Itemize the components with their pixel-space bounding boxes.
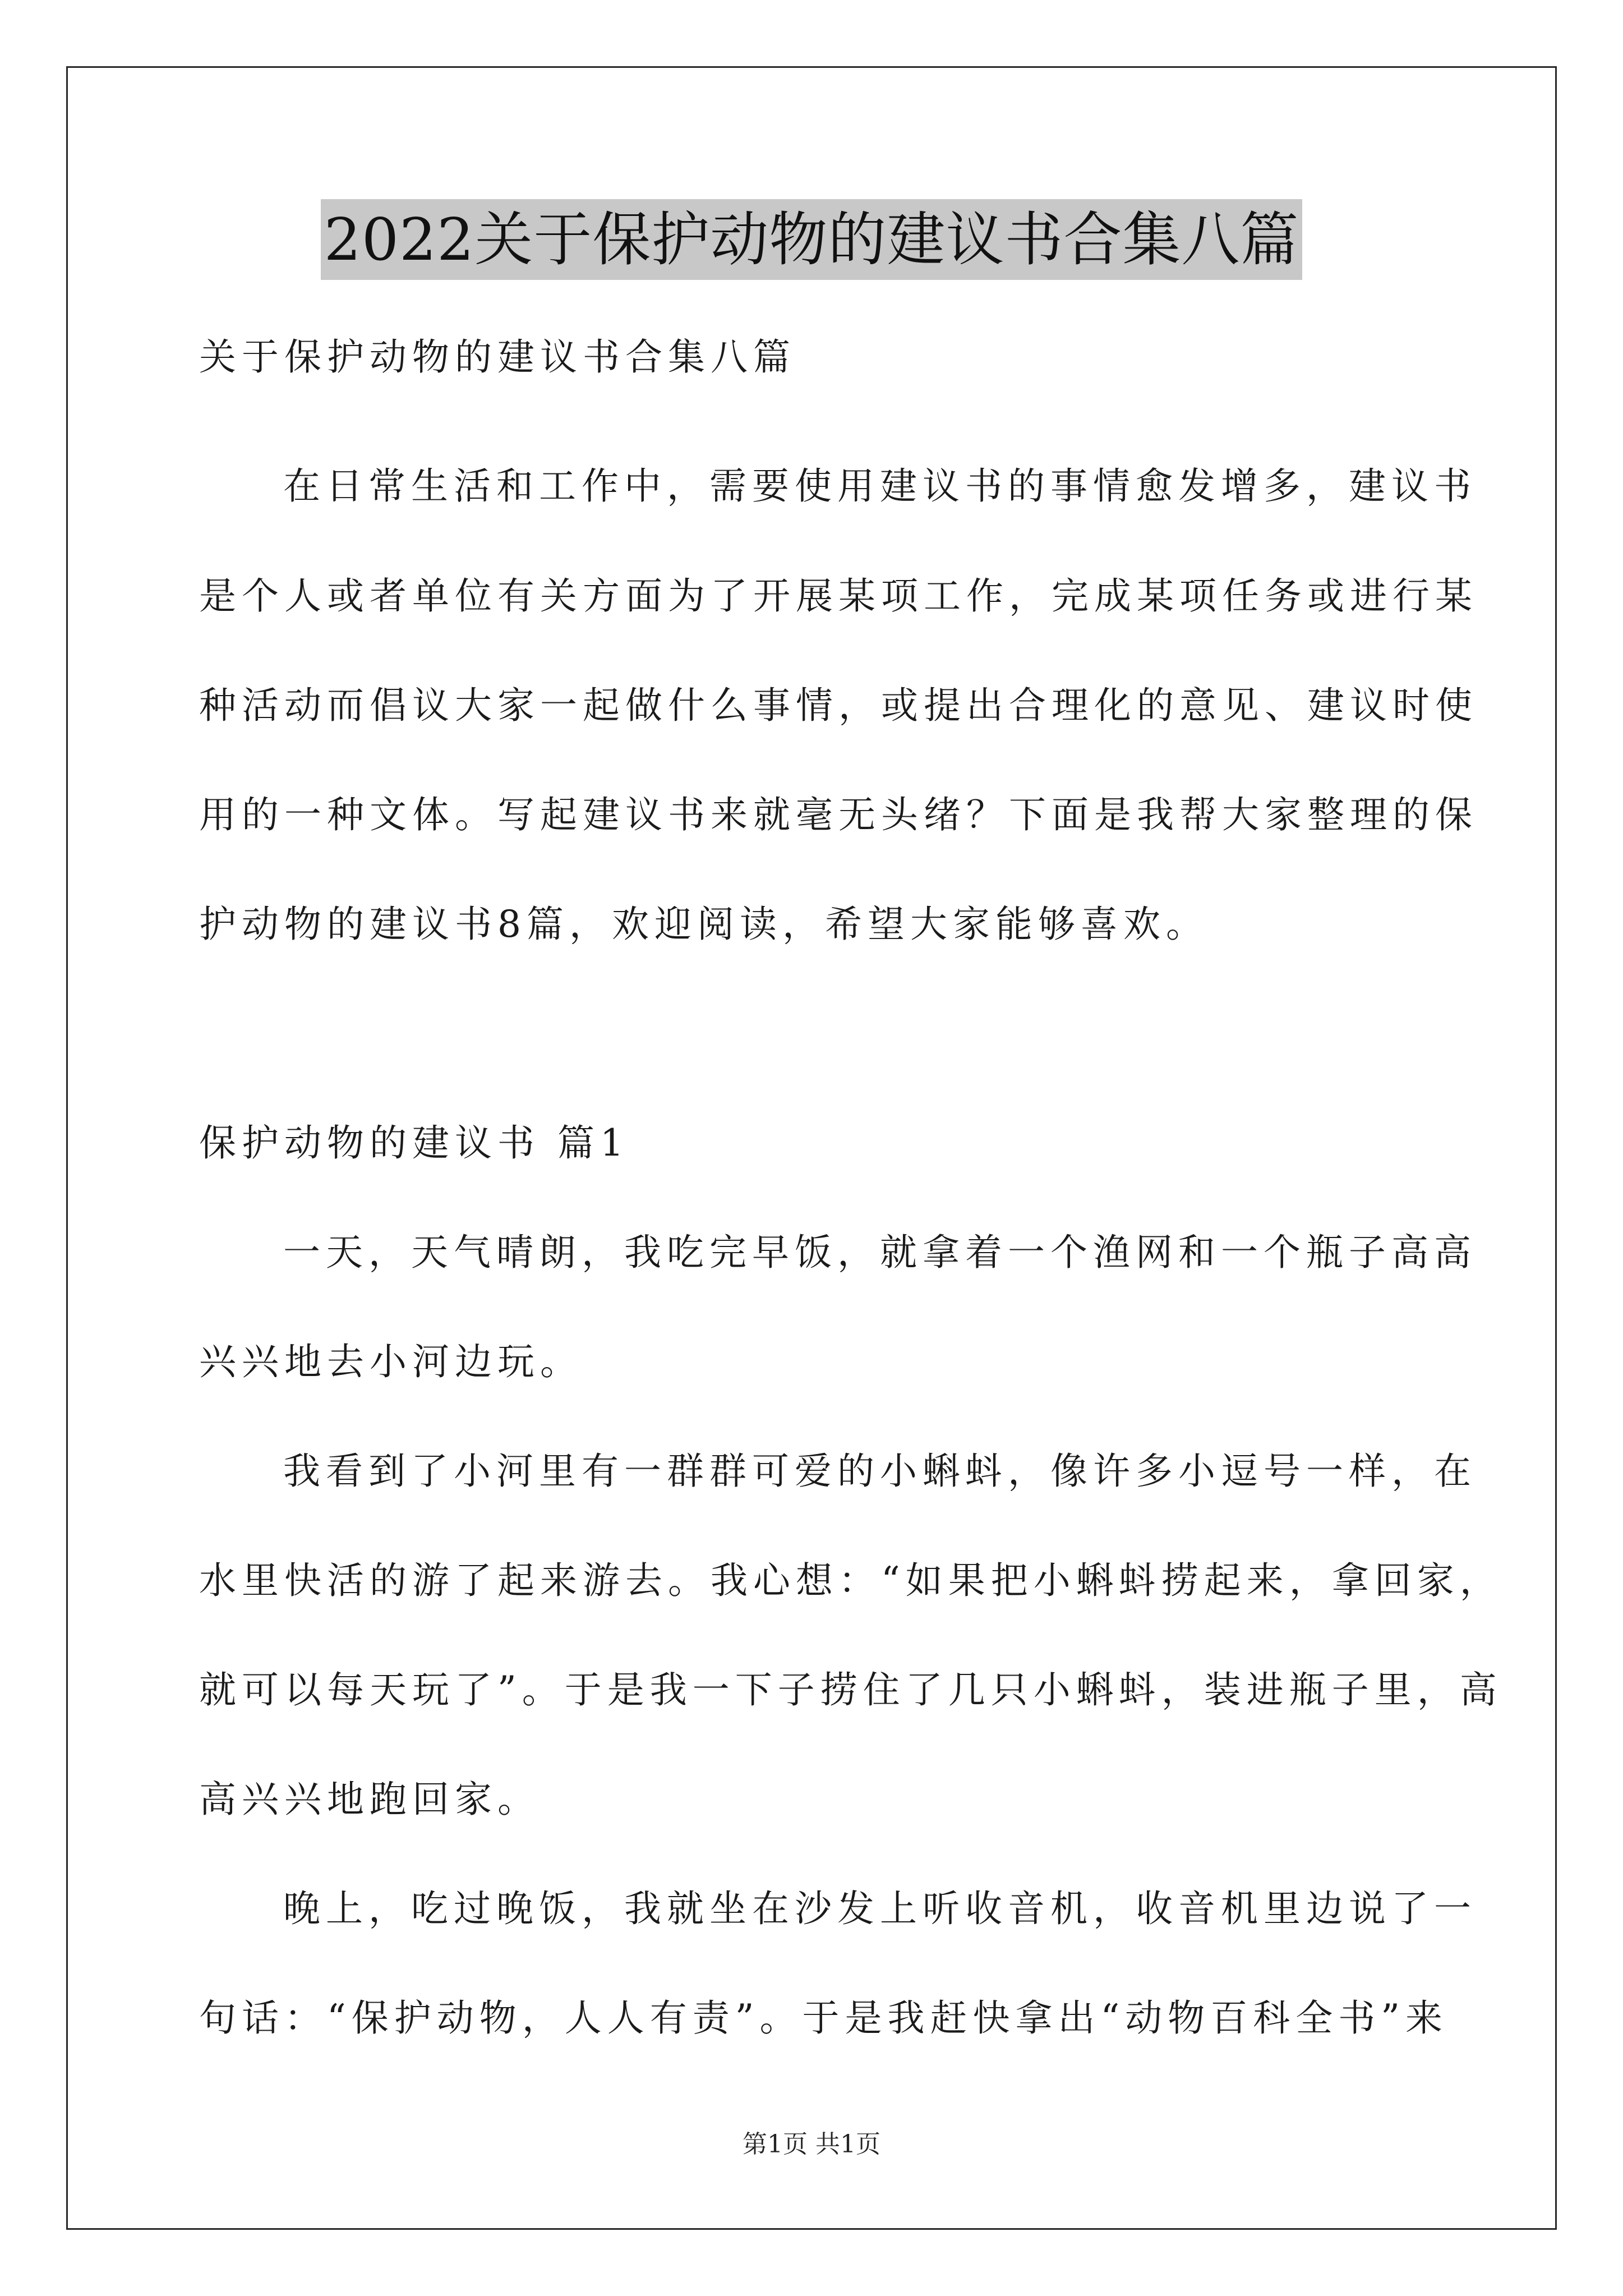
title-container [0, 199, 1623, 280]
body-line-6: 高兴兴地跑回家。 [199, 1778, 540, 1821]
body-line-2: 兴兴地去小河边玩。 [199, 1340, 583, 1383]
intro-line-4: 用的一种文体。写起建议书来就毫无头绪？下面是我帮大家整理的保 [199, 793, 1478, 836]
intro-line-1: 在日常生活和工作中，需要使用建议书的事情愈发增多，建议书 [283, 464, 1477, 508]
body-line-1: 一天，天气晴朗，我吃完早饭，就拿着一个渔网和一个瓶子高高 [283, 1231, 1477, 1274]
body-line-5: 就可以每天玩了”。于是我一下子捞住了几只小蝌蚪，装进瓶子里，高 [199, 1668, 1502, 1711]
intro-line-3: 种活动而倡议大家一起做什么事情，或提出合理化的意见、建议时使 [199, 684, 1478, 727]
body-line-8: 句话：“保护动物，人人有责”。于是我赶快拿出“动物百科全书”来 [199, 1996, 1448, 2040]
intro-line-5: 护动物的建议书8篇，欢迎阅读，希望大家能够喜欢。 [199, 903, 1209, 946]
document-title: 2022关于保护动物的建议书合集八篇 [321, 199, 1303, 280]
intro-line-2: 是个人或者单位有关方面为了开展某项工作，完成某项任务或进行某 [199, 574, 1478, 618]
section-heading: 保护动物的建议书 篇1 [199, 1121, 629, 1165]
body-line-4: 水里快活的游了起来游去。我心想：“如果把小蝌蚪捞起来，拿回家， [199, 1559, 1502, 1602]
document-subtitle: 关于保护动物的建议书合集八篇 [199, 335, 796, 379]
body-line-7: 晚上，吃过晚饭，我就坐在沙发上听收音机，收音机里边说了一 [283, 1887, 1477, 1930]
body-line-3: 我看到了小河里有一群群可爱的小蝌蚪，像许多小逗号一样，在 [283, 1450, 1477, 1493]
page-footer: 第1页 共1页 [743, 2130, 880, 2159]
